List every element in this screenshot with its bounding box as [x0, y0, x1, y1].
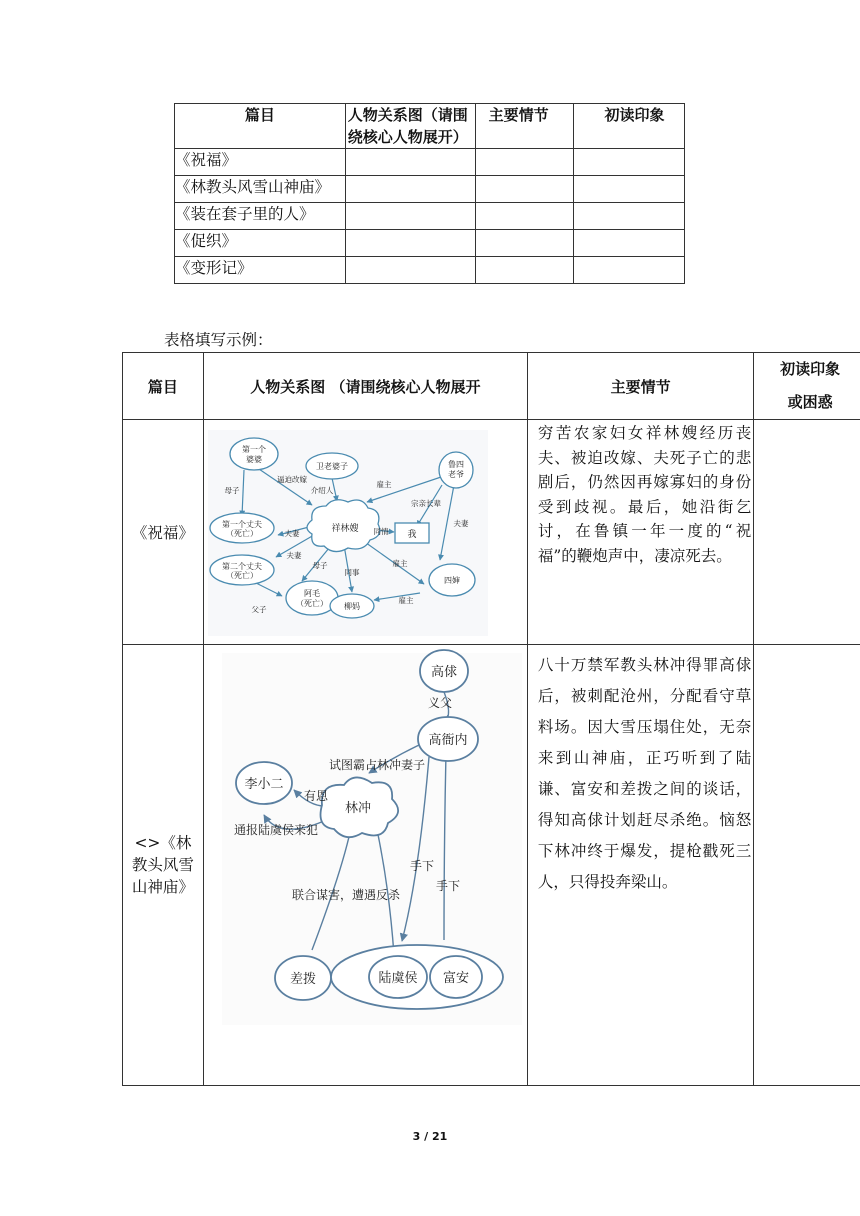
header-impression: 初读印象 [574, 104, 685, 149]
table-row [123, 420, 860, 645]
edge-label: 夫妻 [286, 551, 302, 560]
header-impression-line2: 或困惑 [787, 393, 833, 411]
empty-cell[interactable] [475, 203, 574, 230]
table-row [175, 230, 685, 257]
node-label: 柳妈 [343, 602, 360, 611]
edge-label: 义父 [427, 696, 452, 710]
empty-cell[interactable] [574, 230, 685, 257]
linchong-relation-diagram [204, 645, 527, 1085]
header-impression-line1: 初读印象 [780, 360, 841, 378]
row-title: 《促织》 [175, 230, 346, 257]
edge-label: 手下 [435, 879, 460, 893]
row-title: 《祝福》 [175, 149, 346, 176]
row-title: 《林教头风雪山神庙》 [175, 176, 346, 203]
edge-label: 母子 [312, 561, 328, 570]
node-label: 差拨 [289, 972, 316, 987]
node-label: （死亡） [295, 599, 328, 608]
node-label: 鲁四 [447, 460, 464, 469]
empty-cell[interactable] [345, 203, 475, 230]
node-label: 祥林嫂 [331, 524, 359, 534]
node-mother-in-law [230, 438, 278, 470]
edge-label: 雇主 [392, 559, 408, 568]
edge-label: 雇主 [398, 596, 414, 605]
table-header-row [175, 104, 685, 149]
row-title: 《变形记》 [175, 257, 346, 284]
edge-label: 手下 [409, 859, 434, 873]
header-diagram: 人物关系图 （请围绕核心人物展开 [203, 353, 527, 420]
header-diagram: 人物关系图（请围绕核心人物展开） [345, 104, 475, 149]
table-header-row [123, 353, 860, 420]
node-amao [286, 581, 338, 615]
edge-label: 雇主 [376, 480, 392, 489]
empty-cell[interactable] [574, 149, 685, 176]
empty-cell[interactable] [345, 257, 475, 284]
node-label: 富安 [442, 971, 469, 986]
node-label: 阿毛 [303, 589, 320, 598]
empty-cell[interactable] [574, 257, 685, 284]
empty-cell[interactable] [475, 176, 574, 203]
header-title: 篇目 [123, 353, 204, 420]
empty-cell[interactable] [345, 176, 475, 203]
header-title: 篇目 [175, 104, 346, 149]
node-label: 李小二 [244, 777, 284, 792]
zhufu-relation-diagram [204, 420, 527, 644]
empty-cell[interactable] [345, 230, 475, 257]
edge-label: 同事 [344, 568, 360, 577]
edge-label: 有恩 [303, 789, 328, 803]
empty-cell[interactable] [475, 257, 574, 284]
node-label: 第二个丈夫 [221, 562, 262, 571]
empty-cell[interactable] [475, 230, 574, 257]
table-row [175, 149, 685, 176]
node-label: （死亡） [225, 529, 258, 538]
node-label: （死亡） [225, 571, 258, 580]
empty-cell[interactable] [574, 203, 685, 230]
node-label: 我 [407, 530, 417, 540]
page-number: 3 / 21 [412, 1130, 448, 1143]
node-label: 卫老婆子 [315, 462, 348, 471]
node-label: 林冲 [344, 801, 371, 816]
header-plot: 主要情节 [527, 353, 753, 420]
header-impression [754, 353, 860, 420]
example-table [122, 352, 860, 1086]
edge-label: 逼迫改嫁 [276, 475, 307, 484]
table-row [123, 645, 860, 1086]
empty-cell[interactable] [754, 645, 860, 1086]
example-caption: 表格填写示例： [164, 331, 273, 349]
diagram-cell [203, 420, 527, 645]
edge-label: 介绍人 [310, 486, 334, 495]
row-title: <>《林教头风雪山神庙》 [123, 645, 204, 1086]
edge-label: 母子 [224, 486, 240, 495]
empty-cell[interactable] [345, 149, 475, 176]
row-title: 《祝福》 [123, 420, 204, 645]
edge-label: 夫妻 [453, 519, 469, 528]
node-label: 第一个丈夫 [221, 520, 262, 529]
table-row [175, 176, 685, 203]
edge-label: 夫妻 [284, 529, 300, 538]
node-label: 高俅 [430, 665, 457, 680]
edge-label: 父子 [251, 605, 267, 614]
table-row [175, 203, 685, 230]
table-row [175, 257, 685, 284]
empty-cell[interactable] [574, 176, 685, 203]
node-label: 老爷 [447, 470, 464, 479]
edge-label: 通报陆虞侯来犯 [233, 823, 318, 837]
node-label: 陆虞侯 [378, 971, 418, 986]
edge-label: 试图霸占林冲妻子 [328, 758, 425, 772]
empty-cell[interactable] [754, 420, 860, 645]
plot-cell: 穷苦农家妇女祥林嫂经历丧夫、被迫改嫁、夫死子亡的悲剧后，仍然因再嫁寡妇的身份受到歧视。最后，她沿街乞讨，在鲁镇一年一度的“祝福”的鞭炮声中，凄凉死去。 [527, 420, 753, 645]
node-label: 第一个 [241, 445, 266, 454]
edge-label: 同情 [373, 527, 389, 536]
row-title: 《装在套子里的人》 [175, 203, 346, 230]
edge-label: 联合谋害，遭遇反杀 [291, 888, 400, 902]
node-label: 婆婆 [245, 455, 262, 464]
empty-cell[interactable] [475, 149, 574, 176]
edge-label: 宗亲长辈 [410, 499, 441, 508]
blank-table [174, 103, 685, 284]
node-label: 高衙内 [428, 733, 468, 748]
header-plot: 主要情节 [475, 104, 574, 149]
node-label: 四婶 [443, 576, 460, 585]
plot-cell: 八十万禁军教头林冲得罪高俅后，被刺配沧州，分配看守草料场。因大雪压塌住处，无奈来到山神庙，正巧听到了陆谦、富安和差拨之间的谈话，得知高俅计划赶尽杀绝。恼怒下林冲终于爆发，提枪戳死三人，只得投奔梁山。 [527, 645, 753, 1086]
diagram-cell [203, 645, 527, 1086]
